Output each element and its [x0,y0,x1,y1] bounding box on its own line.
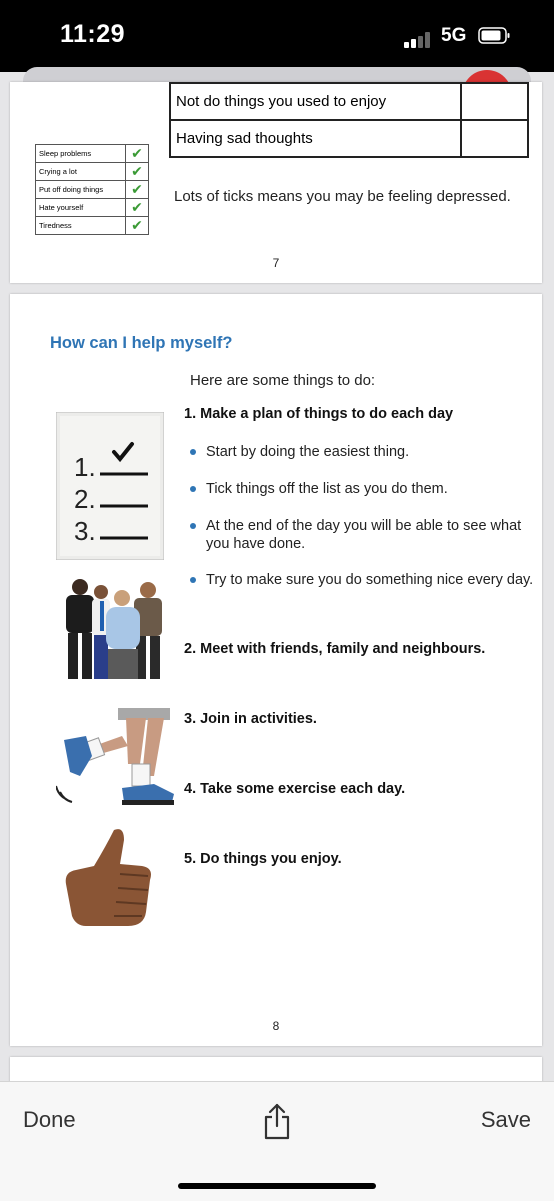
table-cell: Having sad thoughts [170,120,461,157]
list-number: 1. [74,452,96,482]
exercise-legs-illustration [56,706,180,816]
page-number: 7 [272,256,280,270]
step-2: 2. Meet with friends, family and neighbours. [184,641,486,657]
status-bar [0,0,554,72]
checklist-paper-illustration [56,412,164,560]
network-type: 5G [441,25,467,46]
list-item: Tick things off the list as you do them. [190,480,536,498]
save-button[interactable]: Save [480,1107,531,1132]
list-item: Try to make sure you do something nice every day. [190,571,536,589]
thumbs-up-illustration [62,826,154,930]
list-item [36,181,149,199]
checkmark-icon: ✔ [126,217,149,235]
checklist-label: Hate yourself [36,199,126,217]
step-4: 4. Take some exercise each day. [184,781,406,797]
signal-icon [404,32,434,48]
checklist-label: Tiredness [36,217,126,235]
document-page-8[interactable] [10,294,542,1046]
table-cell: Not do things you used to enjoy [170,83,461,120]
list-item [36,217,149,235]
list-item: At the end of the day you will be able to see what you have done. [190,517,536,553]
done-button[interactable]: Done [23,1107,76,1132]
list-item: Start by doing the easiest thing. [190,443,536,461]
checkmark-icon: ✔ [126,163,149,181]
section-heading: How can I help myself? [50,334,233,352]
depression-summary: Lots of ticks means you may be feeling depressed. [174,188,511,205]
checkmark-icon: ✔ [126,181,149,199]
step-5: 5. Do things you enjoy. [184,851,342,867]
battery-icon [478,27,510,44]
checkmark-icon: ✔ [126,199,149,217]
checklist-illustration [35,144,149,235]
bottom-toolbar [0,1081,554,1201]
share-icon[interactable] [263,1102,291,1140]
list-number: 2. [74,484,96,514]
checkmark-icon: ✔ [126,145,149,163]
list-item [36,145,149,163]
tick-cell [461,83,528,120]
list-number: 3. [74,516,96,546]
step-1: 1. Make a plan of things to do each day [184,406,454,422]
tick-cell [461,120,528,157]
list-item [36,199,149,217]
checklist-label: Put off doing things [36,181,126,199]
people-group-illustration [54,577,172,681]
checklist-label: Crying a lot [36,163,126,181]
page-number: 8 [272,1019,280,1033]
table-row [170,120,528,157]
status-time: 11:29 [60,20,126,48]
home-indicator[interactable] [178,1183,376,1189]
symptom-table [169,82,529,158]
table-row [170,83,528,120]
intro-text: Here are some things to do: [190,372,376,389]
list-item [36,163,149,181]
checklist-label: Sleep problems [36,145,126,163]
document-page-7[interactable] [10,82,542,283]
step-3: 3. Join in activities. [184,711,317,727]
